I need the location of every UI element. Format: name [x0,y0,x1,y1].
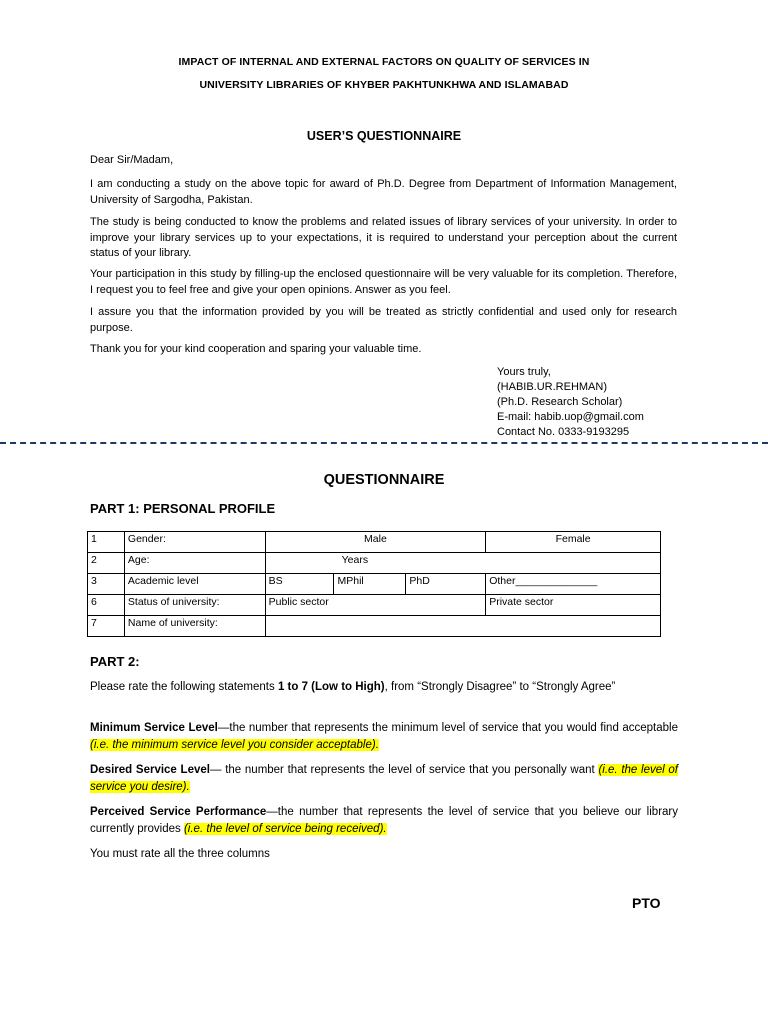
perceived-service-term: Perceived Service Performance [90,806,267,818]
signature-contact: Contact No. 0333-9193295 [497,426,630,438]
letter-paragraph-4: I assure you that the information provided by you will be treated as strictly confidential and used only for research purpose. [90,306,677,334]
private-sector-option[interactable]: Private sector [486,595,661,616]
gender-label: Gender: [124,532,265,553]
signature-closing: Yours truly, [497,366,551,378]
academic-bs-option[interactable]: BS [265,574,334,595]
academic-phd-option[interactable]: PhD [406,574,486,595]
questionnaire-heading: QUESTIONNAIRE [323,472,445,488]
letter-heading: USER’S QUESTIONNAIRE [306,129,462,143]
row-number: 7 [88,616,125,637]
letter-paragraph-5: Thank you for your kind cooperation and sparing your valuable time. [90,343,422,355]
row-number: 2 [88,553,125,574]
academic-mphil-option[interactable]: MPhil [334,574,406,595]
desired-service-definition [90,762,678,796]
university-name-field[interactable] [265,616,660,637]
academic-other-option[interactable]: Other______________ [486,574,661,595]
pto-label: PTO [632,895,661,911]
letter-paragraph-3: Your participation in this study by filling-up the enclosed questionnaire will be very valuable for its completion. Therefore, I request you to feel free and give your open opinions. Answer as you feel. [90,268,677,296]
document-title-line1: IMPACT OF INTERNAL AND EXTERNAL FACTORS ON QUALITY OF SERVICES IN [178,56,590,68]
table-row [88,574,661,595]
minimum-service-highlight: (i.e. the minimum service level you consider acceptable). [90,739,379,751]
table-row [88,532,661,553]
academic-level-label: Academic level [124,574,265,595]
signature-role: (Ph.D. Research Scholar) [497,396,623,408]
cut-line-divider [0,442,768,444]
perceived-service-definition [90,804,678,838]
signature-block [497,365,644,440]
signature-name: (HABIB.UR.REHMAN) [497,381,608,393]
row-number: 6 [88,595,125,616]
row-number: 3 [88,574,125,595]
perceived-service-highlight: (i.e. the level of service being received). [183,823,387,835]
minimum-service-definition [90,720,678,754]
salutation: Dear Sir/Madam, [90,154,174,166]
personal-profile-table [87,531,661,637]
perceived-service-text: —the number that represents the level of service that you believe our library currently provides [90,806,678,835]
letter-paragraph-2: The study is being conducted to know the problems and related issues of library services of your university. In order to improve your library services up to your expectations, it is required to understand your perception about the current status of your library. [90,216,677,259]
rating-scale: 1 to 7 (Low to High) [277,681,385,693]
minimum-service-text: —the number that represents the minimum level of service that you would find acceptable [217,722,678,734]
age-field[interactable] [265,553,660,574]
age-label: Age: [124,553,265,574]
rating-note: You must rate all the three columns [90,848,270,860]
row-number: 1 [88,532,125,553]
desired-service-term: Desired Service Level [90,764,210,776]
rating-intro-text: Please rate the following statements [90,681,278,693]
table-row [88,616,661,637]
desired-service-text: — the number that represents the level of service that you personally want [209,764,599,776]
minimum-service-term: Minimum Service Level [90,722,218,734]
table-row [88,553,661,574]
part2-heading: PART 2: [90,654,140,669]
signature-email: E-mail: habib.uop@gmail.com [497,411,644,423]
desired-service-highlight: (i.e. the level of service you desire). [90,764,679,793]
letter-paragraph-1: I am conducting a study on the above topic for award of Ph.D. Degree from Department of Information Management, University of Sargodha, Pakistan. [90,178,677,206]
age-years-unit: Years [341,554,369,566]
university-name-label: Name of university: [124,616,265,637]
public-sector-option[interactable]: Public sector [265,595,486,616]
gender-female-option[interactable]: Female [486,532,661,553]
part1-heading: PART 1: PERSONAL PROFILE [90,501,276,516]
rating-intro-end: , from “Strongly Disagree” to “Strongly Agree” [384,681,616,693]
university-status-label: Status of university: [124,595,265,616]
gender-male-option[interactable]: Male [265,532,486,553]
rating-instructions [90,679,678,696]
document-title-line2: UNIVERSITY LIBRARIES OF KHYBER PAKHTUNKHWA AND ISLAMABAD [199,79,569,91]
table-row [88,595,661,616]
